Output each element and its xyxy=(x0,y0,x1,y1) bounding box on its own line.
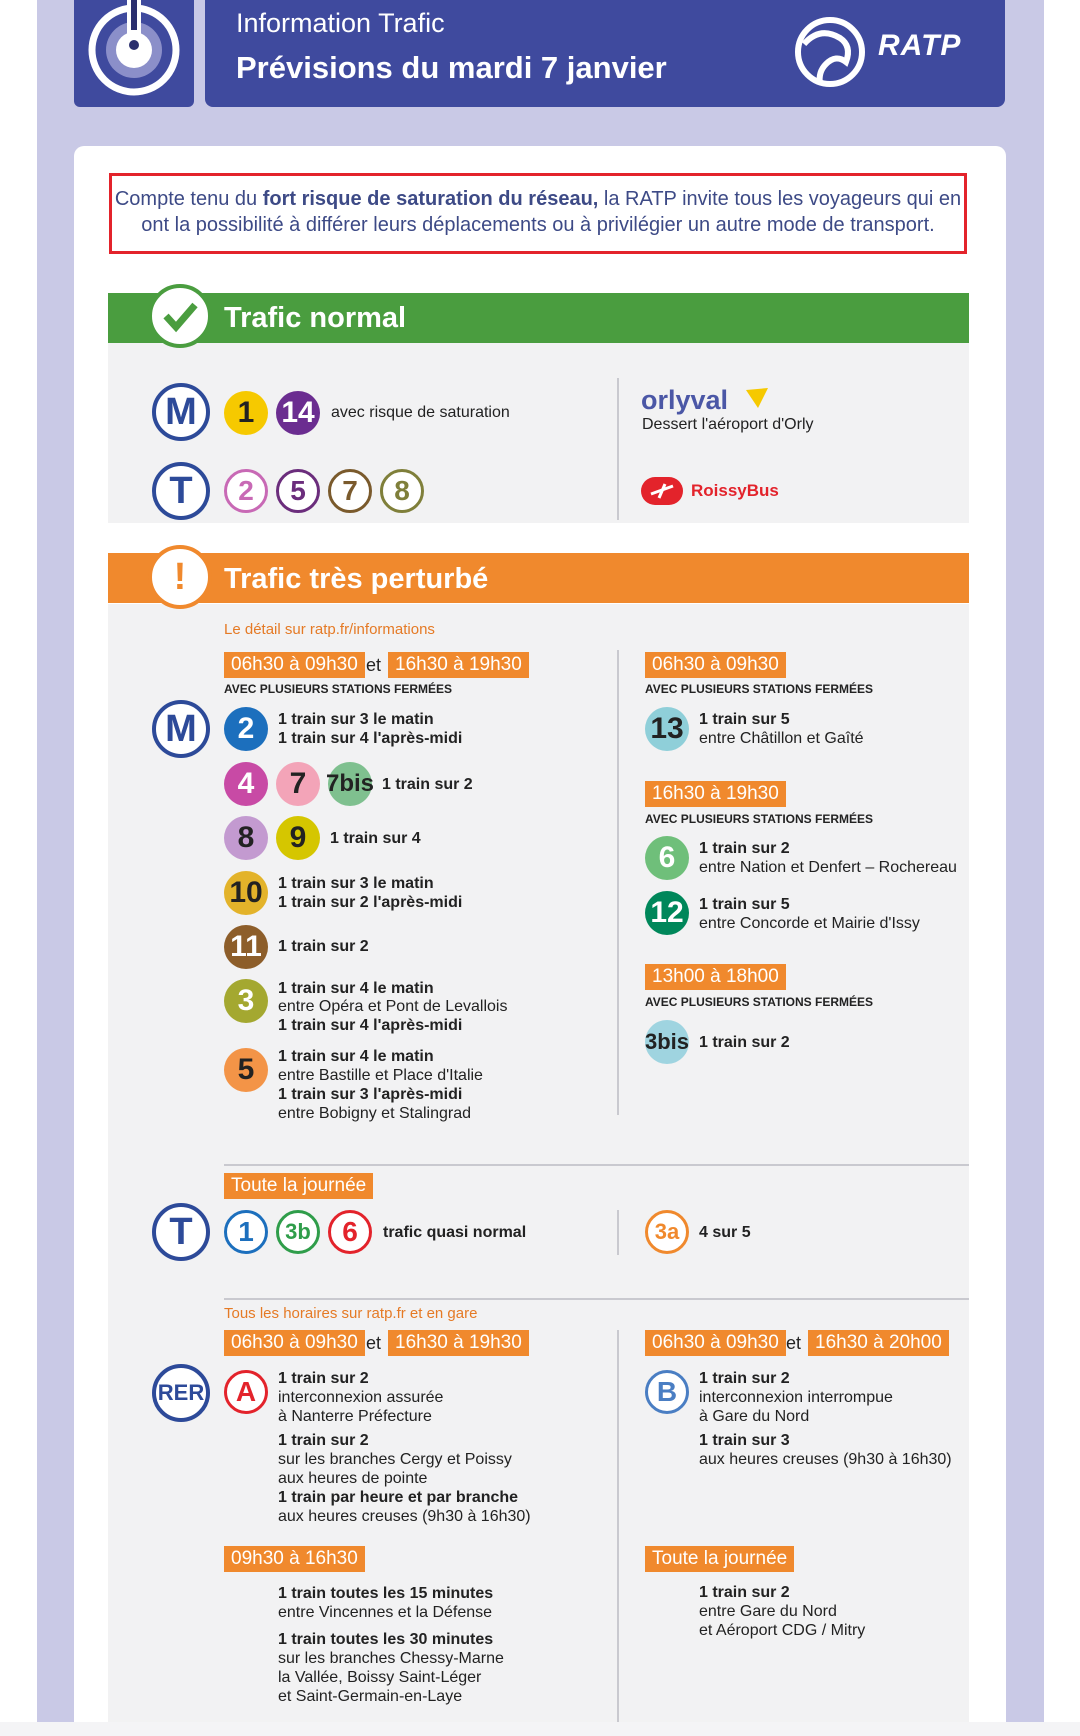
line11-l1: 1 train sur 2 xyxy=(278,938,369,955)
line3-l3: 1 train sur 4 l'après-midi xyxy=(278,1017,463,1034)
line3-l1: 1 train sur 4 le matin xyxy=(278,980,434,997)
metro-normal-note: avec risque de saturation xyxy=(331,404,510,421)
rer-a-l1: 1 train sur 2 xyxy=(278,1370,369,1387)
line12-l2: entre Concorde et Mairie d'Issy xyxy=(699,915,920,932)
metro-line-13: 13 xyxy=(645,707,689,751)
rer-b-l1: 1 train sur 2 xyxy=(699,1370,790,1387)
roissybus-icon xyxy=(641,477,683,505)
line3-l2: entre Opéra et Pont de Levallois xyxy=(278,998,508,1015)
line6-l2: entre Nation et Denfert – Rochereau xyxy=(699,859,957,876)
rer-b-et: et xyxy=(786,1333,802,1353)
notice-bold: fort risque de saturation du réseau, xyxy=(262,188,599,210)
metro-line-7bis: 7bis xyxy=(328,762,372,806)
metro-time-morning: 06h30 à 09h30 xyxy=(224,652,365,678)
metro-line-14: 14 xyxy=(276,391,320,435)
ratp-brand: RATP xyxy=(878,29,962,62)
metro-caption: AVEC PLUSIEURS STATIONS FERMÉES xyxy=(224,682,453,696)
metro-line-8: 8 xyxy=(224,816,268,860)
tram-line-3b: 3b xyxy=(276,1210,320,1254)
rer-a-l8: aux heures creuses (9h30 à 16h30) xyxy=(278,1508,531,1525)
tram-3a-note: 4 sur 5 xyxy=(699,1224,751,1241)
line12-l1: 1 train sur 5 xyxy=(699,896,790,913)
rer-divider xyxy=(617,1330,619,1736)
metro-line-1: 1 xyxy=(224,391,268,435)
ratp-logo-icon xyxy=(790,14,870,92)
orlyval-flag-icon xyxy=(746,388,768,410)
line10-l1: 1 train sur 3 le matin xyxy=(278,875,434,892)
line6-l1: 1 train sur 2 xyxy=(699,840,790,857)
line6-12-caption: AVEC PLUSIEURS STATIONS FERMÉES xyxy=(645,812,874,826)
header-subtitle: Information Trafic xyxy=(236,8,445,38)
saturation-notice xyxy=(109,173,967,254)
rer-mode-icon: RER xyxy=(152,1364,210,1422)
rer-b-l5: aux heures creuses (9h30 à 16h30) xyxy=(699,1451,952,1468)
rer-b-time-morning: 06h30 à 09h30 xyxy=(645,1330,786,1356)
perturbed-metro-mode-icon: M xyxy=(152,700,210,758)
check-icon xyxy=(148,284,212,348)
rer-a-l3: à Nanterre Préfecture xyxy=(278,1408,432,1425)
header-title: Prévisions du mardi 7 janvier xyxy=(236,50,667,85)
line13-time: 06h30 à 09h30 xyxy=(645,652,786,678)
rer-a-et: et xyxy=(366,1333,382,1353)
perturbed-tram-mode-icon: T xyxy=(152,1203,210,1261)
line8-9-l1: 1 train sur 4 xyxy=(330,830,421,847)
metro-line-7: 7 xyxy=(276,762,320,806)
orlyval-logo: orlyval xyxy=(641,385,729,415)
tram-line-1: 1 xyxy=(224,1210,268,1254)
line5-l1: 1 train sur 4 le matin xyxy=(278,1048,434,1065)
metro-time-evening: 16h30 à 19h30 xyxy=(388,652,529,678)
rer-a-l7: 1 train par heure et par branche xyxy=(278,1489,519,1506)
line10-l2: 1 train sur 2 l'après-midi xyxy=(278,894,463,911)
rer-b-time-evening: 16h30 à 20h00 xyxy=(808,1330,949,1356)
rer-b2-l1: 1 train sur 2 xyxy=(699,1584,790,1601)
line13-l1: 1 train sur 5 xyxy=(699,711,790,728)
metro-line-10: 10 xyxy=(224,871,268,915)
metro-mode-icon: M xyxy=(152,383,210,441)
rer-a2-l1: 1 train toutes les 15 minutes xyxy=(278,1585,494,1602)
tram-line-7: 7 xyxy=(328,469,372,513)
tram-line-8: 8 xyxy=(380,469,424,513)
metro-line-9: 9 xyxy=(276,816,320,860)
line3bis-time: 13h00 à 18h00 xyxy=(645,964,786,990)
rer-a-time-morning: 06h30 à 09h30 xyxy=(224,1330,365,1356)
rer-b-l2: interconnexion interrompue xyxy=(699,1389,893,1406)
line13-caption: AVEC PLUSIEURS STATIONS FERMÉES xyxy=(645,682,874,696)
metro-divider xyxy=(617,650,619,1115)
rer-line-a: A xyxy=(224,1370,268,1414)
rer-a2-l5: la Vallée, Boissy Saint-Léger xyxy=(278,1669,482,1686)
tram-separator xyxy=(224,1164,969,1166)
tram-line-6: 6 xyxy=(328,1210,372,1254)
metro-line-11: 11 xyxy=(224,925,268,969)
rer-b-time-day: Toute la journée xyxy=(645,1546,794,1572)
rer-link[interactable]: Tous les horaires sur ratp.fr et en gare xyxy=(224,1305,478,1322)
normal-title: Trafic normal xyxy=(224,302,407,334)
rer-b2-l2: entre Gare du Nord xyxy=(699,1603,837,1620)
metro-line-4: 4 xyxy=(224,762,268,806)
metro-line-12: 12 xyxy=(645,891,689,935)
rer-a2-l2: entre Vincennes et la Défense xyxy=(278,1604,493,1621)
metro-line-6: 6 xyxy=(645,836,689,880)
rer-a-time-day: 09h30 à 16h30 xyxy=(224,1546,365,1572)
line2-l1: 1 train sur 3 le matin xyxy=(278,711,434,728)
normal-divider xyxy=(617,378,619,520)
rer-b-l3: à Gare du Nord xyxy=(699,1408,810,1425)
metro-line-2: 2 xyxy=(224,707,268,751)
detail-link[interactable]: Le détail sur ratp.fr/informations xyxy=(224,621,435,638)
line4-7-l1: 1 train sur 2 xyxy=(382,776,473,793)
tram-note: trafic quasi normal xyxy=(383,1224,527,1241)
metro-line-3bis: 3bis xyxy=(645,1020,689,1064)
rer-a2-l4: sur les branches Chessy-Marne xyxy=(278,1650,504,1667)
rer-a-l6: aux heures de pointe xyxy=(278,1470,428,1487)
tram-mode-icon: T xyxy=(152,462,210,520)
rer-separator xyxy=(224,1298,969,1300)
rer-a-l2: interconnexion assurée xyxy=(278,1389,444,1406)
line5-l3: 1 train sur 3 l'après-midi xyxy=(278,1086,463,1103)
line2-l2: 1 train sur 4 l'après-midi xyxy=(278,730,463,747)
notice-pre: Compte tenu du xyxy=(114,188,263,210)
metro-line-5: 5 xyxy=(224,1048,268,1092)
tram-line-3a: 3a xyxy=(645,1210,689,1254)
line3bis-l1: 1 train sur 2 xyxy=(699,1034,790,1051)
alert-icon xyxy=(74,0,194,107)
tram-line-5: 5 xyxy=(276,469,320,513)
orlyval-note: Dessert l'aéroport d'Orly xyxy=(642,416,814,433)
line5-l4: entre Bobigny et Stalingrad xyxy=(278,1105,472,1122)
rer-a2-l3: 1 train toutes les 30 minutes xyxy=(278,1631,494,1648)
rer-line-b: B xyxy=(645,1370,689,1414)
notice-post: la RATP invite tous les voyageurs qui en ont la possibilité à différer leurs déplacements ou à privilégier un autre mode de transport. xyxy=(141,188,962,236)
metro-line-3: 3 xyxy=(224,979,268,1023)
line6-12-time: 16h30 à 19h30 xyxy=(645,781,786,807)
tram-time: Toute la journée xyxy=(224,1173,373,1199)
rer-a-time-evening: 16h30 à 19h30 xyxy=(388,1330,529,1356)
rer-a-l4: 1 train sur 2 xyxy=(278,1432,369,1449)
rer-a-l5: sur les branches Cergy et Poissy xyxy=(278,1451,512,1468)
line3bis-caption: AVEC PLUSIEURS STATIONS FERMÉES xyxy=(645,995,874,1009)
alert-logo-box xyxy=(74,0,194,107)
perturbed-title: Trafic très perturbé xyxy=(224,563,489,595)
metro-et: et xyxy=(366,655,382,675)
tram-line-2: 2 xyxy=(224,469,268,513)
rer-a2-l6: et Saint-Germain-en-Laye xyxy=(278,1688,463,1705)
line5-l2: entre Bastille et Place d'Italie xyxy=(278,1067,483,1084)
rer-b-l4: 1 train sur 3 xyxy=(699,1432,790,1449)
bottom-strip xyxy=(0,1722,1080,1736)
tram-divider xyxy=(617,1210,619,1255)
rer-b2-l3: et Aéroport CDG / Mitry xyxy=(699,1622,866,1639)
line13-l2: entre Châtillon et Gaîté xyxy=(699,730,864,747)
roissybus-logo: RoissyBus xyxy=(691,481,779,500)
warning-icon: ! xyxy=(148,545,212,609)
